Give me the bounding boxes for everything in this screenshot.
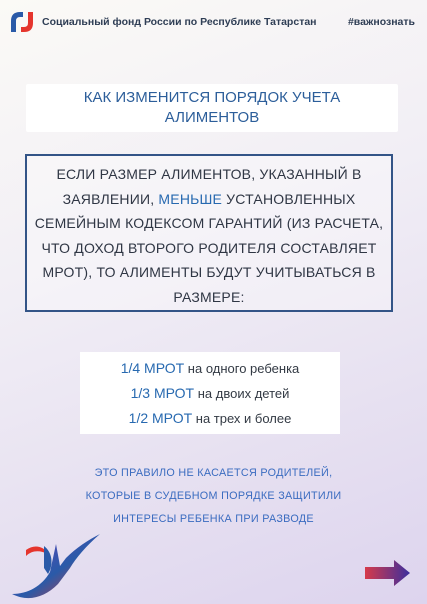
list-item: [131, 381, 290, 406]
info-box: [25, 154, 393, 312]
org-name: Социальный фонд России по Республике Татарстан: [42, 16, 317, 28]
header: [0, 0, 427, 44]
alimony-list: [80, 352, 340, 434]
info-text-part-1: ЕСЛИ РАЗМЕР АЛИМЕНТОВ, УКАЗАННЫЙ В ЗАЯВЛЕНИИ,: [56, 166, 362, 207]
list-item-text: на двоих детей: [194, 385, 290, 401]
tatarstan-decor-logo-icon: [4, 528, 104, 602]
info-highlight: МЕНЬШЕ: [158, 190, 223, 207]
note-line-2: КОТОРЫЕ В СУДЕБНОМ ПОРЯДКЕ ЗАЩИТИЛИ: [85, 490, 342, 502]
note: [40, 462, 387, 531]
sfr-logo-icon: [8, 8, 36, 36]
list-item-amount: 1/2 МРОТ: [128, 409, 193, 426]
note-line-1: ЭТО ПРАВИЛО НЕ КАСАЕТСЯ РОДИТЕЛЕЙ,: [94, 467, 333, 479]
list-item-amount: 1/3 МРОТ: [130, 384, 195, 401]
hashtag: #важнознать: [347, 16, 415, 28]
title-box: [26, 84, 398, 132]
list-item-text: на одного ребенка: [184, 360, 300, 376]
page-title-line-2: АЛИМЕНТОВ: [164, 109, 260, 126]
page-title-line-1: КАК ИЗМЕНИТСЯ ПОРЯДОК УЧЕТА: [83, 89, 341, 106]
next-arrow-icon[interactable]: [364, 558, 412, 588]
info-text-part-2: УСТАНОВЛЕННЫХ СЕМЕЙНЫМ КОДЕКСОМ ГАРАНТИЙ (ИЗ РАСЧЕТА, ЧТО ДОХОД ВТОРОГО РОДИТЕЛЯ СОСТАВЛЯЕТ МРОТ), ТО АЛИМЕНТЫ БУДУТ УЧИТЫВАТЬСЯ В РАЗМЕРЕ:: [34, 190, 384, 305]
list-item-text: на трех и более: [192, 410, 292, 426]
list-item: [129, 406, 292, 431]
note-line-3: ИНТЕРЕСЫ РЕБЕНКА ПРИ РАЗВОДЕ: [113, 513, 314, 525]
list-item: [121, 356, 300, 381]
list-item-amount: 1/4 МРОТ: [120, 359, 185, 376]
